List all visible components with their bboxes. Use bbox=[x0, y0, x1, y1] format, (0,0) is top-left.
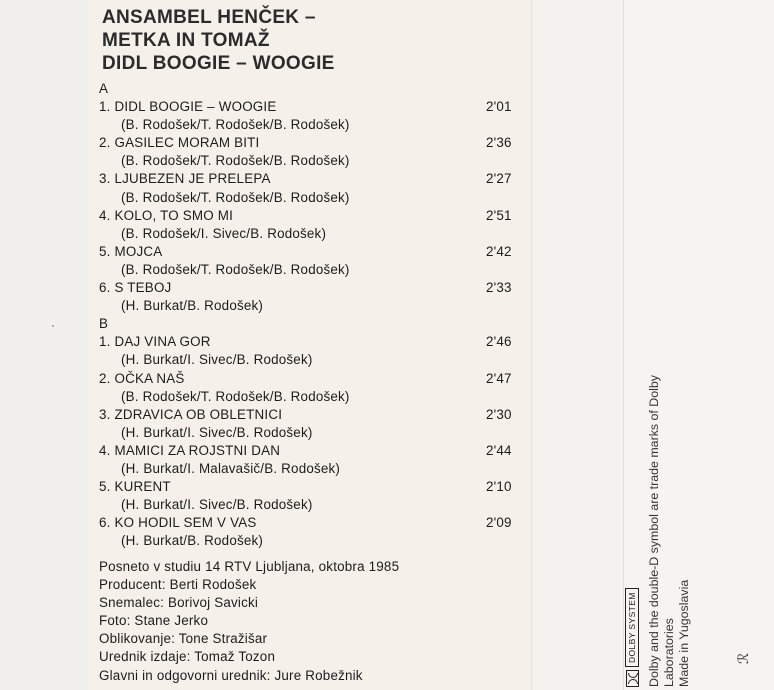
dolby-logo bbox=[621, 588, 643, 687]
dolby-trademark-text bbox=[647, 375, 691, 687]
track-row bbox=[99, 279, 519, 297]
track-credits: (H. Burkat/I. Sivec/B. Rodošek) bbox=[121, 497, 313, 513]
track-duration: 2'44 bbox=[486, 442, 512, 458]
track-row bbox=[99, 406, 519, 424]
track-title: 3. LJUBEZEN JE PRELEPA bbox=[99, 171, 271, 187]
dolby-line-3: Made in Yugoslavia bbox=[676, 579, 691, 687]
track-title: 2. OČKA NAŠ bbox=[99, 370, 185, 386]
credit-line: Posneto v studiu 14 RTV Ljubljana, oktobra 1985 bbox=[99, 559, 400, 574]
track-credits: (B. Rodošek/T. Rodošek/B. Rodošek) bbox=[121, 153, 350, 169]
track-duration: 2'01 bbox=[486, 99, 512, 115]
track-credits: (H. Burkat/B. Rodošek) bbox=[121, 533, 264, 549]
track-row bbox=[99, 333, 519, 351]
track-credits: (H. Burkat/I. Malavašič/B. Rodošek) bbox=[121, 460, 341, 476]
track-credits: (B. Rodošek/T. Rodošek/B. Rodošek) bbox=[121, 189, 350, 205]
track-row bbox=[99, 98, 519, 116]
album-title bbox=[102, 6, 335, 75]
production-credits bbox=[99, 558, 399, 685]
credit-line: Producent: Berti Rodošek bbox=[99, 577, 257, 593]
track-credits: (B. Rodošek/I. Sivec/B. Rodošek) bbox=[121, 225, 327, 241]
track-title: 6. KO HODIL SEM V VAS bbox=[99, 515, 257, 531]
credit-line: Glavni in odgovorni urednik: Jure Robežnik bbox=[99, 667, 363, 683]
track-title: 4. MAMICI ZA ROJSTNI DAN bbox=[99, 442, 281, 458]
track-title: 6. S TEBOJ bbox=[99, 280, 172, 296]
track-row bbox=[99, 207, 519, 225]
title-line-2: METKA IN TOMAŽ bbox=[102, 30, 270, 51]
tracklist bbox=[99, 80, 519, 550]
dolby-line-1: Dolby and the double-D symbol are trade marks of Dolby bbox=[647, 375, 661, 687]
track-title: 1. DIDL BOOGIE – WOOGIE bbox=[99, 99, 277, 115]
track-row bbox=[99, 243, 519, 261]
title-line-3: DIDL BOOGIE – WOOGIE bbox=[102, 53, 335, 74]
track-credits: (H. Burkat/B. Rodošek) bbox=[121, 298, 264, 314]
track-credits: (B. Rodošek/T. Rodošek/B. Rodošek) bbox=[121, 388, 350, 404]
track-title: 5. KURENT bbox=[99, 479, 171, 495]
dolby-line-2: Laboratories bbox=[661, 618, 676, 687]
track-credits: (H. Burkat/I. Sivec/B. Rodošek) bbox=[121, 424, 313, 440]
track-row bbox=[99, 134, 519, 152]
title-line-1: ANSAMBEL HENČEK – bbox=[102, 7, 316, 28]
track-title: 4. KOLO, TO SMO MI bbox=[99, 207, 234, 223]
track-credits: (H. Burkat/I. Sivec/B. Rodošek) bbox=[121, 352, 313, 368]
track-title: 5. MOJCA bbox=[99, 243, 163, 259]
track-duration: 2'33 bbox=[486, 280, 512, 296]
credit-line: Foto: Stane Jerko bbox=[99, 613, 209, 629]
track-row bbox=[99, 170, 519, 188]
track-duration: 2'51 bbox=[486, 207, 512, 223]
track-title: 2. GASILEC MORAM BITI bbox=[99, 135, 260, 151]
track-credits: (B. Rodošek/T. Rodošek/B. Rodošek) bbox=[121, 117, 350, 133]
credit-line: Oblikovanje: Tone Stražišar bbox=[99, 631, 268, 647]
dolby-system-label: DOLBY SYSTEM bbox=[625, 588, 639, 667]
track-duration: 2'47 bbox=[486, 370, 512, 386]
track-title: 3. ZDRAVICA OB OBLETNICI bbox=[99, 406, 283, 422]
background-left bbox=[0, 0, 88, 690]
credit-line: Snemalec: Borivoj Savicki bbox=[99, 595, 259, 611]
side-a-label: A bbox=[99, 81, 109, 96]
track-duration: 2'09 bbox=[486, 515, 512, 531]
track-row bbox=[99, 514, 519, 532]
track-duration: 2'10 bbox=[486, 479, 512, 495]
track-duration: 2'30 bbox=[486, 406, 512, 422]
paper-speck bbox=[52, 325, 54, 327]
side-b-label: B bbox=[99, 316, 109, 332]
credit-line: Urednik izdaje: Tomaž Tozon bbox=[99, 649, 276, 665]
track-duration: 2'46 bbox=[486, 334, 512, 350]
track-duration: 2'27 bbox=[486, 171, 512, 187]
double-d-icon bbox=[626, 670, 639, 687]
track-credits: (B. Rodošek/T. Rodošek/B. Rodošek) bbox=[121, 261, 350, 277]
track-row bbox=[99, 442, 519, 460]
track-row bbox=[99, 370, 519, 388]
track-duration: 2'42 bbox=[486, 243, 512, 259]
corner-mark: ℛ bbox=[735, 652, 752, 665]
insert-spine-panel bbox=[532, 0, 624, 690]
track-row bbox=[99, 478, 519, 496]
track-title: 1. DAJ VINA GOR bbox=[99, 334, 211, 350]
track-duration: 2'36 bbox=[486, 135, 512, 151]
